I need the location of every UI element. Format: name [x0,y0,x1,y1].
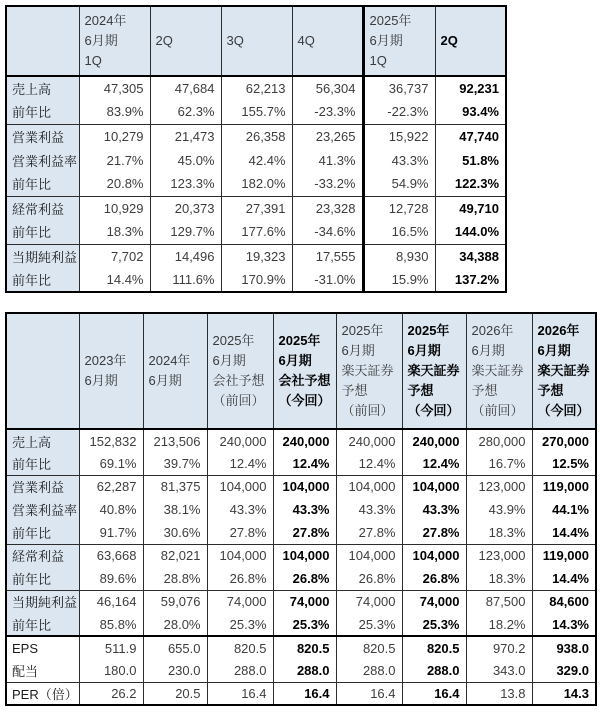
data-cell: 54.9% [363,172,435,196]
data-cell: 18.2% [466,613,532,636]
column-header-line: 6月期 [148,373,182,388]
data-cell: 47,684 [150,76,221,100]
row-label: 前年比 [6,613,79,636]
column-header-line: 2025年 [278,332,321,348]
data-cell: 91.7% [79,521,143,544]
row-label: 当期純利益 [6,590,79,613]
corner-cell [6,313,79,429]
data-cell: 81,375 [143,475,207,498]
data-cell: 92,231 [435,76,506,100]
data-cell: 240,000 [273,429,336,452]
column-header [532,313,596,429]
data-cell: 43.3% [336,498,402,521]
column-header-line: 3Q [226,32,244,48]
column-header-line: 2Q [440,32,458,48]
column-header-line: 6月期 [471,342,505,358]
data-cell: 82,021 [143,544,207,567]
data-cell: -23.3% [292,100,363,124]
data-cell: 230.0 [143,659,207,682]
column-header-line: 2026年 [471,322,514,338]
table-row [6,636,596,659]
data-cell: 26.8% [336,567,402,590]
data-cell: 820.5 [402,636,466,659]
row-label: 売上高 [6,429,79,452]
data-cell: 104,000 [336,544,402,567]
data-cell: 87,500 [466,590,532,613]
data-cell: 240,000 [336,429,402,452]
data-cell: 89.6% [79,567,143,590]
column-header-line: 6月期 [369,32,403,48]
data-cell: 16.4 [402,682,466,705]
data-cell: 104,000 [207,475,273,498]
data-cell: 18.3% [466,521,532,544]
data-cell: 25.3% [336,613,402,636]
data-cell: 329.0 [532,659,596,682]
data-cell: 23,328 [292,196,363,220]
data-cell: 39.7% [143,452,207,475]
data-cell: 938.0 [532,636,596,659]
row-label: 経常利益 [6,544,79,567]
data-cell: 69.1% [79,452,143,475]
data-cell: 85.8% [79,613,143,636]
data-cell: 12.4% [336,452,402,475]
column-header-line: 6月期 [537,342,571,358]
data-cell: 16.4 [207,682,273,705]
data-cell: 288.0 [207,659,273,682]
row-label: 営業利益率 [6,498,79,521]
annual-forecast-table [5,312,597,706]
data-cell: 16.7% [466,452,532,475]
data-cell: 511.9 [79,636,143,659]
data-cell: 820.5 [207,636,273,659]
table-row [6,567,596,590]
data-cell: 7,702 [79,244,150,268]
data-cell: 25.3% [402,613,466,636]
data-cell: 21.7% [79,148,150,172]
column-header-line: 予想 [537,383,564,399]
column-header-line: 4Q [297,32,315,48]
row-label: 前年比 [6,220,79,244]
data-cell: 655.0 [143,636,207,659]
data-cell: 15,922 [363,124,435,148]
data-cell: 182.0% [221,172,292,196]
column-header-line: 予想 [471,383,498,399]
column-header-line: 6月期 [84,32,118,48]
data-cell: 26.8% [402,567,466,590]
data-cell: 44.1% [532,498,596,521]
table-row [6,452,596,475]
column-header-line: 1Q [84,53,102,69]
column-header-line: 楽天証券 [537,362,590,378]
column-header-line: 2Q [155,32,173,48]
data-cell: 20.5 [143,682,207,705]
table-row [6,682,596,705]
table-row [6,220,506,244]
data-cell: 13.8 [466,682,532,705]
column-header [207,313,273,429]
data-cell: 111.6% [150,268,221,292]
data-cell: 26.8% [207,567,273,590]
data-cell: 820.5 [336,636,402,659]
table-row [6,613,596,636]
data-cell: 123.3% [150,172,221,196]
data-cell: 27.8% [207,521,273,544]
data-cell: 152,832 [79,429,143,452]
table-row [6,172,506,196]
row-label: 営業利益 [6,475,79,498]
column-header-line: （前回） [471,403,524,419]
data-cell: 41.3% [292,148,363,172]
data-cell: 14,496 [150,244,221,268]
column-header [336,313,402,429]
data-cell: 43.9% [466,498,532,521]
column-header-line: 2024年 [148,352,191,368]
data-cell: 27,391 [221,196,292,220]
data-cell: 14.4% [79,268,150,292]
column-header-line: 6月期 [341,342,375,358]
row-label: EPS [6,636,79,659]
data-cell: 42.4% [221,148,292,172]
data-cell: 119,000 [532,475,596,498]
row-label: 前年比 [6,521,79,544]
row-label: 営業利益率 [6,148,79,172]
data-cell: 25.3% [207,613,273,636]
data-cell: 104,000 [207,544,273,567]
column-header-line: 2023年 [84,352,127,368]
data-cell: 26,358 [221,124,292,148]
data-cell: 288.0 [402,659,466,682]
data-cell: 12.4% [207,452,273,475]
column-header [79,313,143,429]
data-cell: 28.0% [143,613,207,636]
data-cell: 12.4% [402,452,466,475]
data-cell: 62,213 [221,76,292,100]
data-cell: 36,737 [363,76,435,100]
table-row [6,268,506,292]
row-label: 前年比 [6,567,79,590]
column-header-line: （今回） [537,403,590,419]
data-cell: 27.8% [336,521,402,544]
data-cell: 12.4% [273,452,336,475]
data-cell: 14.3 [532,682,596,705]
data-cell: 820.5 [273,636,336,659]
column-header [402,313,466,429]
data-cell: 28.8% [143,567,207,590]
data-cell: 30.6% [143,521,207,544]
data-cell: 27.8% [273,521,336,544]
row-label: 前年比 [6,452,79,475]
data-cell: 43.3% [273,498,336,521]
data-cell: 10,279 [79,124,150,148]
data-cell: 123,000 [466,475,532,498]
column-header [363,6,435,76]
data-cell: 34,388 [435,244,506,268]
row-label: 売上高 [6,76,79,100]
column-header [150,6,221,76]
data-cell: 74,000 [402,590,466,613]
column-header-line: 1Q [369,53,387,69]
row-label: 前年比 [6,268,79,292]
data-cell: 26.2 [79,682,143,705]
table-row [6,521,596,544]
data-cell: 15.9% [363,268,435,292]
data-cell: 62,287 [79,475,143,498]
data-cell: 213,506 [143,429,207,452]
column-header-line: 2025年 [407,322,450,338]
data-cell: 18.3% [466,567,532,590]
column-header [273,313,336,429]
row-label: 当期純利益 [6,244,79,268]
data-cell: 270,000 [532,429,596,452]
column-header [435,6,506,76]
column-header-line: 会社予想 [278,373,331,388]
table-row [6,148,506,172]
row-label: PER（倍） [6,682,79,705]
data-cell: 104,000 [273,475,336,498]
data-cell: 49,710 [435,196,506,220]
data-cell: 104,000 [336,475,402,498]
data-cell: 45.0% [150,148,221,172]
data-cell: 16.5% [363,220,435,244]
table-row [6,544,596,567]
data-cell: 84,600 [532,590,596,613]
row-label: 配当 [6,659,79,682]
column-header-line: 2025年 [212,332,255,348]
data-cell: 123,000 [466,544,532,567]
data-cell: 38.1% [143,498,207,521]
column-header-line: （今回） [278,393,331,409]
column-header-line: 2024年 [84,12,127,28]
data-cell: 56,304 [292,76,363,100]
data-cell: 8,930 [363,244,435,268]
quarterly-results-table [5,5,507,293]
data-cell: 20,373 [150,196,221,220]
header-row [6,313,596,429]
column-header-line: 2025年 [369,12,412,28]
data-cell: 288.0 [273,659,336,682]
column-header [79,6,150,76]
data-cell: 43.3% [402,498,466,521]
data-cell: 122.3% [435,172,506,196]
data-cell: 280,000 [466,429,532,452]
data-cell: 47,305 [79,76,150,100]
data-cell: 129.7% [150,220,221,244]
data-cell: -31.0% [292,268,363,292]
column-header-line: 2026年 [537,322,580,338]
data-cell: 104,000 [273,544,336,567]
data-cell: 47,740 [435,124,506,148]
data-cell: 19,323 [221,244,292,268]
column-header-line: 6月期 [212,352,246,368]
row-label: 経常利益 [6,196,79,220]
column-header-line: 会社予想 [212,373,265,388]
column-header [143,313,207,429]
data-cell: 74,000 [273,590,336,613]
column-header-line: （今回） [407,403,460,419]
data-cell: 119,000 [532,544,596,567]
data-cell: 83.9% [79,100,150,124]
data-cell: 51.8% [435,148,506,172]
table-row [6,659,596,682]
data-cell: 43.3% [207,498,273,521]
data-cell: -22.3% [363,100,435,124]
data-cell: 74,000 [207,590,273,613]
data-cell: 26.8% [273,567,336,590]
table-row [6,76,506,100]
data-cell: 27.8% [402,521,466,544]
column-header-line: （前回） [341,403,394,419]
data-cell: 14.4% [532,521,596,544]
data-cell: 155.7% [221,100,292,124]
column-header-line: 予想 [407,383,434,399]
row-label: 前年比 [6,100,79,124]
data-cell: 170.9% [221,268,292,292]
column-header-line: （前回） [212,393,265,409]
data-cell: 25.3% [273,613,336,636]
column-header-line: 予想 [341,383,368,399]
column-header-line: 楽天証券 [341,362,394,378]
data-cell: 180.0 [79,659,143,682]
data-cell: 21,473 [150,124,221,148]
data-cell: -33.2% [292,172,363,196]
row-label: 前年比 [6,172,79,196]
data-cell: 12.5% [532,452,596,475]
data-cell: 240,000 [402,429,466,452]
data-cell: 74,000 [336,590,402,613]
column-header [221,6,292,76]
column-header [466,313,532,429]
table-row [6,244,506,268]
data-cell: 137.2% [435,268,506,292]
data-cell: 43.3% [363,148,435,172]
data-cell: 14.4% [532,567,596,590]
column-header-line: 2025年 [341,322,384,338]
data-cell: 59,076 [143,590,207,613]
data-cell: 343.0 [466,659,532,682]
corner-cell [6,6,79,76]
data-cell: 240,000 [207,429,273,452]
data-cell: 16.4 [336,682,402,705]
data-cell: 62.3% [150,100,221,124]
data-cell: 46,164 [79,590,143,613]
data-cell: 20.8% [79,172,150,196]
table-row [6,475,596,498]
data-cell: -34.6% [292,220,363,244]
data-cell: 40.8% [79,498,143,521]
data-cell: 104,000 [402,544,466,567]
row-label: 営業利益 [6,124,79,148]
data-cell: 17,555 [292,244,363,268]
data-cell: 16.4 [273,682,336,705]
data-cell: 104,000 [402,475,466,498]
table-row [6,498,596,521]
column-header-line: 6月期 [84,373,118,388]
data-cell: 12,728 [363,196,435,220]
data-cell: 63,668 [79,544,143,567]
table-row [6,196,506,220]
header-row [6,6,506,76]
column-header [292,6,363,76]
data-cell: 23,265 [292,124,363,148]
data-cell: 14.3% [532,613,596,636]
data-cell: 177.6% [221,220,292,244]
data-cell: 970.2 [466,636,532,659]
table-row [6,124,506,148]
table-row [6,429,596,452]
column-header-line: 楽天証券 [407,362,460,378]
data-cell: 288.0 [336,659,402,682]
column-header-line: 6月期 [278,352,312,368]
data-cell: 10,929 [79,196,150,220]
table-row [6,590,596,613]
data-cell: 93.4% [435,100,506,124]
column-header-line: 6月期 [407,342,441,358]
data-cell: 18.3% [79,220,150,244]
data-cell: 144.0% [435,220,506,244]
column-header-line: 楽天証券 [471,362,524,378]
table-row [6,100,506,124]
